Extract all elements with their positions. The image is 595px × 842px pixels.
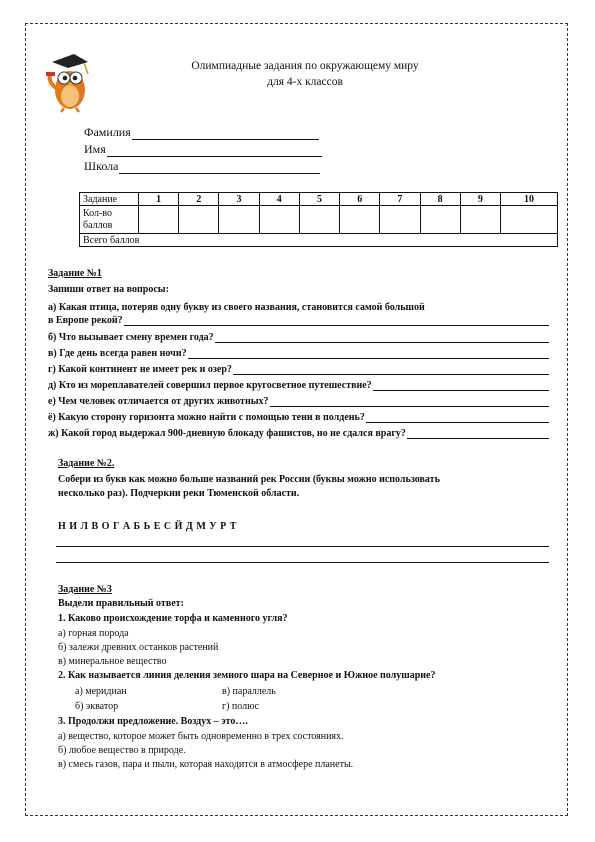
task2-heading: Задание №2. — [58, 458, 115, 469]
option-1a[interactable]: а) горная порода — [58, 628, 129, 639]
task1-instruction: Запиши ответ на вопросы: — [48, 284, 169, 295]
score-input-cell[interactable] — [179, 206, 219, 234]
answer-line-e[interactable]: д) Кто из мореплавателей совершил первое кругосветное путешествие? — [48, 380, 549, 391]
owl-mascot-icon — [44, 52, 96, 114]
task2-answer-line[interactable] — [56, 546, 549, 547]
score-input-cell[interactable] — [299, 206, 339, 234]
task2-letters: Н И Л В О Г А Б Ь Е С Й Д М У Р Т — [58, 521, 237, 532]
task2-text-line1: Собери из букв как можно больше названий рек России (буквы можно использовать — [58, 474, 440, 485]
task3-question-1: 1. Каково происхождение торфа и каменного угля? — [58, 613, 288, 624]
answer-line-g[interactable]: ё) Какую сторону горизонта можно найти с помощью тени в полдень? — [48, 412, 549, 423]
option-3a[interactable]: а) вещество, которое может быть одновременно в трех состояниях. — [58, 731, 344, 742]
score-table: Задание 1 2 3 4 5 6 7 8 9 10 Кол-во баллов Всего баллов — [79, 192, 558, 247]
answer-line-d[interactable]: г) Какой континент не имеет рек и озер? — [48, 364, 549, 375]
task3-heading: Задание №3 — [58, 584, 112, 595]
score-input-cell[interactable] — [460, 206, 500, 234]
score-input-cell[interactable] — [380, 206, 420, 234]
task1-heading: Задание №1 — [48, 268, 102, 279]
task1-question-a: а) Какая птица, потеряв одну букву из своего названия, становится самой большой — [48, 302, 425, 313]
option-2c[interactable]: б) экватор — [75, 701, 119, 712]
option-1c[interactable]: в) минеральное вещество — [58, 656, 167, 667]
score-input-cell[interactable] — [500, 206, 557, 234]
answer-line-a[interactable]: в Европе рекой? — [48, 315, 549, 326]
option-3b[interactable]: б) любое вещество в природе. — [58, 745, 186, 756]
page-subtitle: для 4-х классов — [267, 76, 343, 88]
answer-line-h[interactable]: ж) Какой город выдержал 900-дневную блокаду фашистов, но не сдался врагу? — [48, 428, 549, 439]
points-label-cell: Кол-во баллов — [80, 206, 139, 234]
task3-question-3: 3. Продолжи предложение. Воздух – это…. — [58, 716, 248, 727]
task3-question-2: 2. Как называется линия деления земного шара на Северное и Южное полушарие? — [58, 670, 436, 681]
answer-line-c[interactable]: в) Где день всегда равен ночи? — [48, 348, 549, 359]
option-3c[interactable]: в) смесь газов, пара и пыли, которая находится в атмосфере планеты. — [58, 759, 354, 770]
page-title: Олимпиадные задания по окружающему миру — [191, 60, 419, 72]
task2-answer-line[interactable] — [56, 562, 549, 563]
task-header-cell: Задание — [80, 193, 139, 206]
school-field[interactable]: Школа — [84, 159, 320, 174]
option-2b[interactable]: в) параллель — [222, 686, 276, 697]
option-1b[interactable]: б) залежи древних останков растений — [58, 642, 219, 653]
answer-line-f[interactable]: е) Чем человек отличается от других животных? — [48, 396, 549, 407]
task2-text-line2: несколько раз). Подчеркни реки Тюменской области. — [58, 488, 300, 499]
score-input-cell[interactable] — [219, 206, 259, 234]
surname-field[interactable]: Фамилия — [84, 125, 319, 140]
option-2a[interactable]: а) меридиан — [75, 686, 127, 697]
name-field[interactable]: Имя — [84, 142, 322, 157]
answer-line-b[interactable]: б) Что вызывает смену времен года? — [48, 332, 549, 343]
task3-instruction: Выдели правильный ответ: — [58, 598, 184, 609]
score-input-cell[interactable] — [340, 206, 380, 234]
score-input-cell[interactable] — [259, 206, 299, 234]
score-input-cell[interactable] — [420, 206, 460, 234]
total-score-cell[interactable]: Всего баллов — [80, 234, 558, 247]
option-2d[interactable]: г) полюс — [222, 701, 260, 712]
score-input-cell[interactable] — [139, 206, 179, 234]
